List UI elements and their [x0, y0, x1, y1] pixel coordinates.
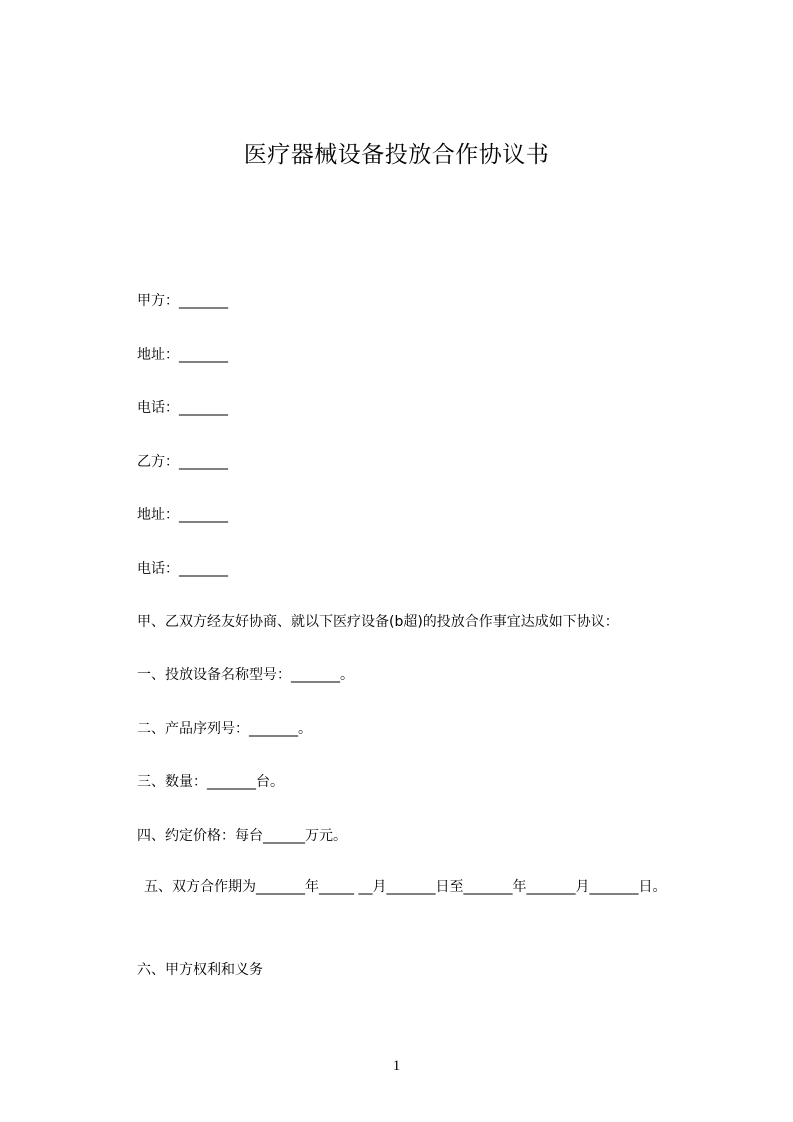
party-a-name-line: 甲方：_______ [137, 293, 228, 309]
page-number: 1 [392, 1058, 401, 1074]
clause-5: 五、双方合作期为_______年_____ __月_______日至_______年_______月_______日。 [144, 879, 667, 895]
party-b-name-line: 乙方：_______ [137, 454, 228, 470]
clause-6-heading: 六、甲方权利和义务 [137, 962, 263, 978]
clause-3: 三、数量：_______台。 [137, 774, 284, 790]
clause-1: 一、投放设备名称型号：_______。 [137, 667, 354, 683]
party-a-phone-line: 电话：_______ [137, 400, 228, 416]
document-title: 医疗器械设备投放合作协议书 [243, 142, 550, 168]
preamble-paragraph: 甲、乙双方经友好协商、就以下医疗设备(b超)的投放合作事宜达成如下协议： [137, 614, 619, 630]
clause-4: 四、约定价格：每台______万元。 [137, 828, 347, 844]
party-b-phone-line: 电话：_______ [137, 561, 228, 577]
party-b-address-line: 地址：_______ [137, 507, 228, 523]
party-a-address-line: 地址：_______ [137, 347, 228, 363]
clause-2: 二、产品序列号：_______。 [137, 721, 312, 737]
